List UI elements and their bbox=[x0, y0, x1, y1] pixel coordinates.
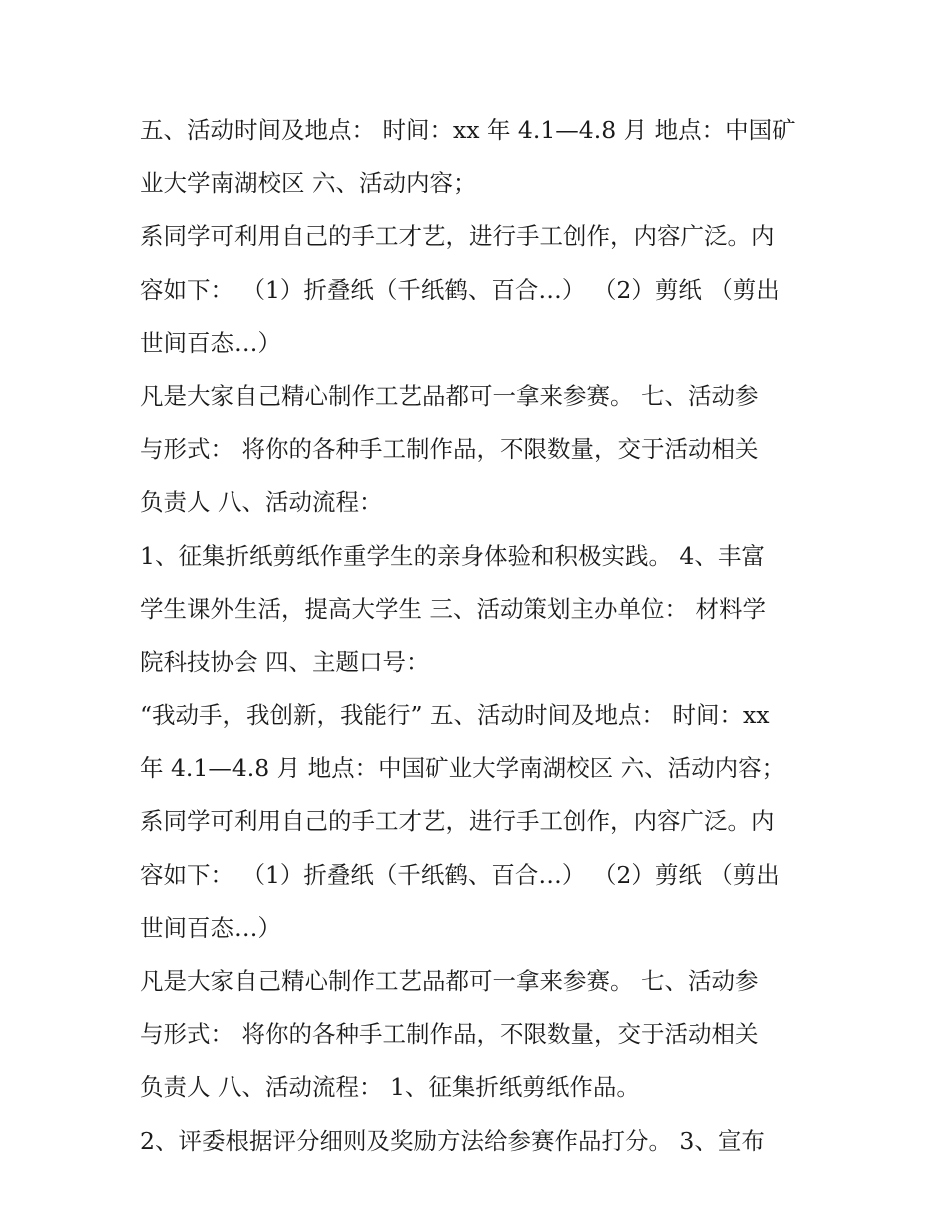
text-line: 业大学南湖校区 六、活动内容； bbox=[140, 169, 477, 198]
text-line: 负责人 八、活动流程： 1、征集折纸剪纸作品。 bbox=[140, 1073, 640, 1102]
text-line: 世间百态…） bbox=[140, 913, 281, 942]
text-line: 凡是大家自己精心制作工艺品都可一拿来参赛。 七、活动参 bbox=[140, 967, 759, 995]
text-line: “我动手，我创新，我能行” 五、活动时间及地点： 时间：xx bbox=[140, 701, 770, 730]
text-line: 系同学可利用自己的手工才艺，进行手工创作，内容广泛。内 bbox=[140, 807, 775, 836]
text-line: 院科技协会 四、主题口号： bbox=[140, 647, 430, 676]
text-line: 容如下： （1）折叠纸（千纸鹤、百合…） （2）剪纸 （剪出 bbox=[140, 275, 780, 304]
text-line: 与形式： 将你的各种手工制作品，不限数量，交于活动相关 bbox=[140, 1020, 759, 1049]
text-line: 凡是大家自己精心制作工艺品都可一拿来参赛。 七、活动参 bbox=[140, 381, 759, 410]
text-line: 2、评委根据评分细则及奖励方法给参赛作品打分。 3、宣布 bbox=[140, 1126, 765, 1155]
text-line: 五、活动时间及地点： 时间：xx 年 4.1—4.8 月 地点：中国矿 bbox=[140, 116, 796, 144]
text-line: 1、征集折纸剪纸作重学生的亲身体验和积极实践。 4、丰富 bbox=[140, 541, 765, 570]
text-line: 与形式： 将你的各种手工制作品，不限数量，交于活动相关 bbox=[140, 435, 759, 464]
text-line: 负责人 八、活动流程： bbox=[140, 488, 383, 517]
document-body bbox=[140, 104, 820, 1168]
text-line: 年 4.1—4.8 月 地点：中国矿业大学南湖校区 六、活动内容； bbox=[140, 754, 786, 783]
text-line: 世间百态…） bbox=[140, 328, 281, 357]
text-line: 学生课外生活，提高大学生 三、活动策划主办单位： 材料学 bbox=[140, 594, 766, 623]
text-line: 容如下： （1）折叠纸（千纸鹤、百合…） （2）剪纸 （剪出 bbox=[140, 860, 780, 889]
text-line: 系同学可利用自己的手工才艺，进行手工创作，内容广泛。内 bbox=[140, 222, 775, 251]
